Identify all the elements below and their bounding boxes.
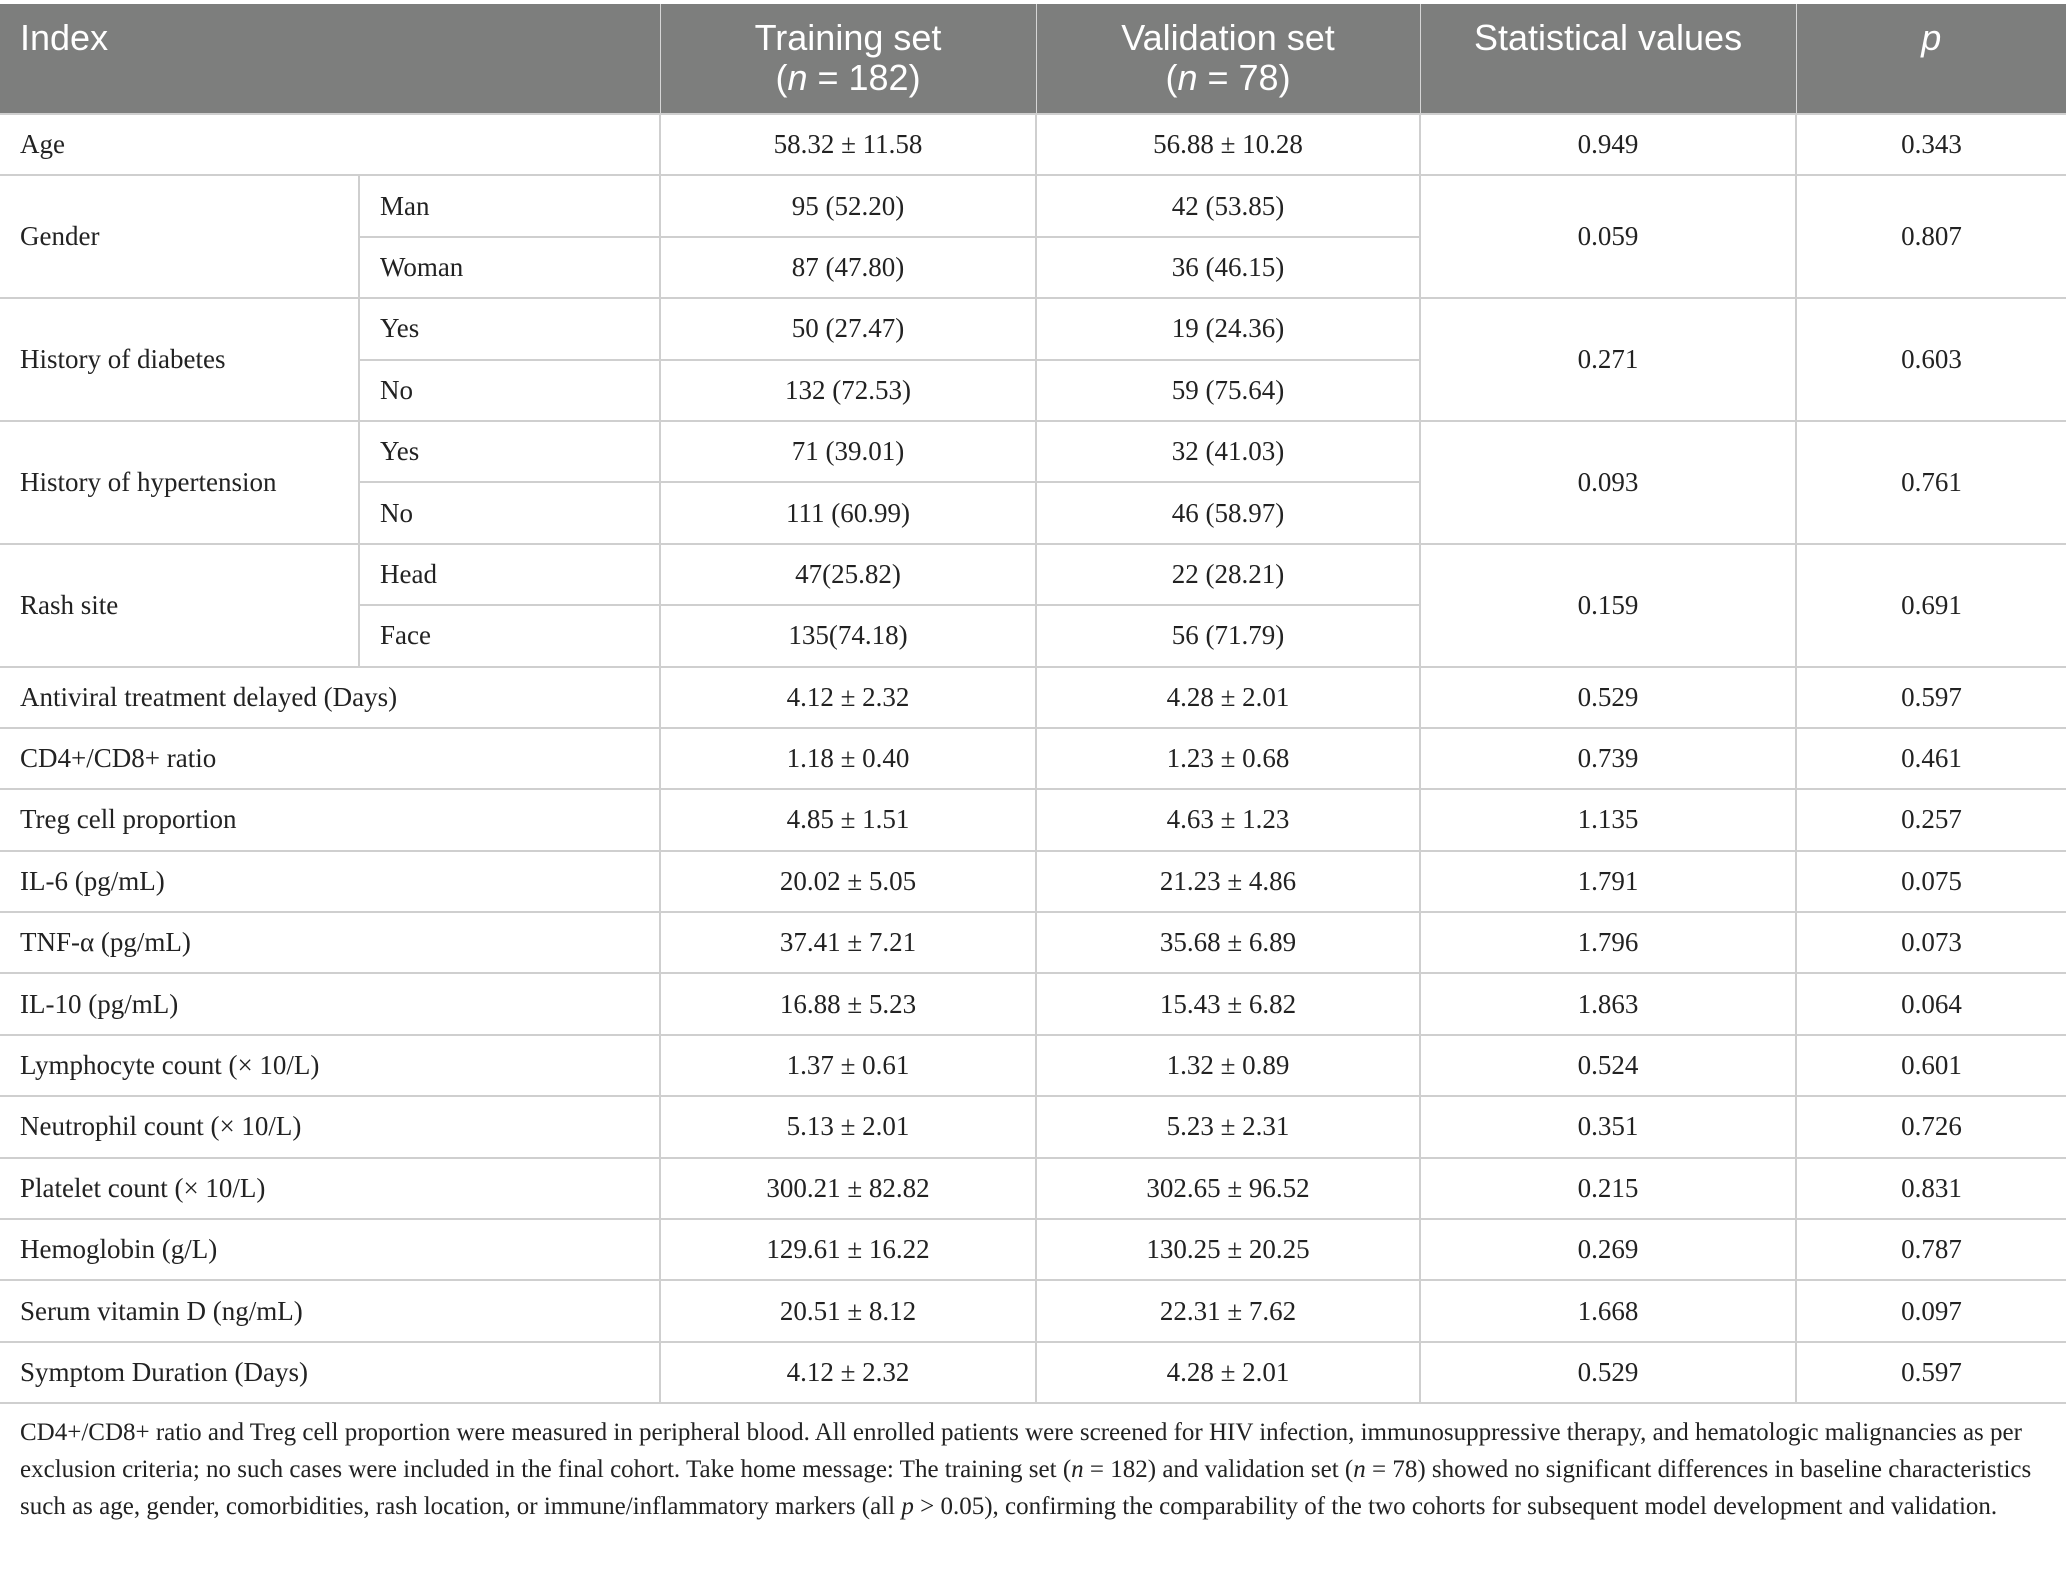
table-row	[0, 1342, 2066, 1403]
statistical-value: 0.529	[1420, 667, 1796, 728]
p-value: 0.831	[1796, 1158, 2066, 1219]
row-sub-label: Yes	[359, 298, 660, 359]
statistical-value: 1.791	[1420, 851, 1796, 912]
row-index-label: Antiviral treatment delayed (Days)	[0, 667, 660, 728]
header-validation-n	[1038, 58, 1419, 98]
row-index-label: Treg cell proportion	[0, 789, 660, 850]
training-value: 5.13 ± 2.01	[660, 1096, 1036, 1157]
p-value: 0.097	[1796, 1280, 2066, 1341]
statistical-value: 1.796	[1420, 912, 1796, 973]
p-value: 0.075	[1796, 851, 2066, 912]
statistical-value: 1.135	[1420, 789, 1796, 850]
validation-value: 46 (58.97)	[1036, 482, 1420, 543]
table-row	[0, 851, 2066, 912]
p-value: 0.787	[1796, 1219, 2066, 1280]
validation-value: 5.23 ± 2.31	[1036, 1096, 1420, 1157]
table-row	[0, 728, 2066, 789]
training-value: 37.41 ± 7.21	[660, 912, 1036, 973]
table-row	[0, 544, 2066, 605]
row-index-label: Hemoglobin (g/L)	[0, 1219, 660, 1280]
row-index-label: Symptom Duration (Days)	[0, 1342, 660, 1403]
training-value: 111 (60.99)	[660, 482, 1036, 543]
table-header-row	[0, 4, 2066, 114]
row-sub-label: Face	[359, 605, 660, 666]
statistical-value: 0.529	[1420, 1342, 1796, 1403]
header-index: Index	[0, 4, 660, 114]
validation-value: 4.28 ± 2.01	[1036, 667, 1420, 728]
row-index-label: IL-6 (pg/mL)	[0, 851, 660, 912]
row-sub-label: Head	[359, 544, 660, 605]
statistical-value: 0.215	[1420, 1158, 1796, 1219]
row-index-label: Rash site	[0, 544, 359, 667]
row-index-label: CD4+/CD8+ ratio	[0, 728, 660, 789]
row-index-label: Serum vitamin D (ng/mL)	[0, 1280, 660, 1341]
p-value: 0.601	[1796, 1035, 2066, 1096]
validation-value: 22.31 ± 7.62	[1036, 1280, 1420, 1341]
p-value: 0.257	[1796, 789, 2066, 850]
training-value: 129.61 ± 16.22	[660, 1219, 1036, 1280]
training-value: 58.32 ± 11.58	[660, 114, 1036, 175]
statistical-value: 0.159	[1420, 544, 1796, 667]
row-index-label: IL-10 (pg/mL)	[0, 973, 660, 1034]
baseline-characteristics-table	[0, 4, 2066, 1404]
row-sub-label: Man	[359, 175, 660, 236]
row-sub-label: No	[359, 360, 660, 421]
table-row	[0, 667, 2066, 728]
validation-value: 1.23 ± 0.68	[1036, 728, 1420, 789]
p-value: 0.597	[1796, 1342, 2066, 1403]
footnote-text-4: > 0.05), confirming the comparability of the two cohorts for subsequent model development and validation.	[913, 1493, 1998, 1520]
training-value: 132 (72.53)	[660, 360, 1036, 421]
validation-value: 36 (46.15)	[1036, 237, 1420, 298]
table-footnote	[20, 1414, 2040, 1525]
header-training-set	[660, 4, 1036, 114]
footnote-text-2: = 182) and validation set (	[1083, 1456, 1354, 1483]
header-training-label: Training set	[754, 17, 942, 58]
statistical-value: 1.668	[1420, 1280, 1796, 1341]
table-row	[0, 1158, 2066, 1219]
table-row	[0, 298, 2066, 359]
training-value: 16.88 ± 5.23	[660, 973, 1036, 1034]
table-row	[0, 114, 2066, 175]
table-row	[0, 1219, 2066, 1280]
header-statistical-values: Statistical values	[1420, 4, 1796, 114]
table-row	[0, 1035, 2066, 1096]
statistical-value: 0.739	[1420, 728, 1796, 789]
footnote-text-1: CD4+/CD8+ ratio and Treg cell proportion were measured in peripheral blood. All enrolled patients were screened for HIV infection, immunosuppressive therapy, and hematologic malignancies as per exclusion criteria; no such cases were included in the final cohort. Take home message: The training set (	[20, 1419, 2022, 1483]
training-value: 4.85 ± 1.51	[660, 789, 1036, 850]
footnote-text-3: = 78) showed no significant differences in baseline characteristics such as age, gender, comorbidities, rash location, or immune/inflammatory markers (all	[20, 1456, 2032, 1520]
training-value: 1.37 ± 0.61	[660, 1035, 1036, 1096]
statistical-value: 0.949	[1420, 114, 1796, 175]
row-sub-label: Yes	[359, 421, 660, 482]
table-row	[0, 1096, 2066, 1157]
row-sub-label: No	[359, 482, 660, 543]
p-value: 0.761	[1796, 421, 2066, 544]
validation-value: 56.88 ± 10.28	[1036, 114, 1420, 175]
training-value: 20.51 ± 8.12	[660, 1280, 1036, 1341]
training-value: 87 (47.80)	[660, 237, 1036, 298]
training-value: 71 (39.01)	[660, 421, 1036, 482]
training-value: 300.21 ± 82.82	[660, 1158, 1036, 1219]
p-value: 0.726	[1796, 1096, 2066, 1157]
p-value: 0.691	[1796, 544, 2066, 667]
header-validation-n-prefix: (	[1165, 57, 1178, 98]
table-row	[0, 973, 2066, 1034]
row-index-label: TNF-α (pg/mL)	[0, 912, 660, 973]
training-value: 20.02 ± 5.05	[660, 851, 1036, 912]
footnote-n-var-2: n	[1353, 1456, 1366, 1483]
header-training-n	[662, 58, 1035, 98]
p-value: 0.064	[1796, 973, 2066, 1034]
validation-value: 4.28 ± 2.01	[1036, 1342, 1420, 1403]
p-value: 0.603	[1796, 298, 2066, 421]
p-value: 0.807	[1796, 175, 2066, 298]
header-validation-label: Validation set	[1121, 17, 1335, 58]
row-index-label: History of diabetes	[0, 298, 359, 421]
validation-value: 1.32 ± 0.89	[1036, 1035, 1420, 1096]
validation-value: 22 (28.21)	[1036, 544, 1420, 605]
header-validation-set	[1036, 4, 1420, 114]
statistical-value: 1.863	[1420, 973, 1796, 1034]
p-value: 0.461	[1796, 728, 2066, 789]
row-index-label: Gender	[0, 175, 359, 298]
header-p-value: p	[1796, 4, 2066, 114]
training-value: 4.12 ± 2.32	[660, 667, 1036, 728]
validation-value: 15.43 ± 6.82	[1036, 973, 1420, 1034]
footnote-n-var-1: n	[1071, 1456, 1084, 1483]
row-index-label: History of hypertension	[0, 421, 359, 544]
statistical-value: 0.093	[1420, 421, 1796, 544]
header-validation-n-rest: = 78)	[1197, 57, 1291, 98]
row-index-label: Neutrophil count (× 10/L)	[0, 1096, 660, 1157]
validation-value: 130.25 ± 20.25	[1036, 1219, 1420, 1280]
training-value: 50 (27.47)	[660, 298, 1036, 359]
statistical-value: 0.059	[1420, 175, 1796, 298]
header-training-n-var: n	[787, 57, 808, 98]
table-container	[0, 4, 2066, 1404]
validation-value: 19 (24.36)	[1036, 298, 1420, 359]
table-row	[0, 421, 2066, 482]
p-value: 0.073	[1796, 912, 2066, 973]
validation-value: 302.65 ± 96.52	[1036, 1158, 1420, 1219]
statistical-value: 0.271	[1420, 298, 1796, 421]
statistical-value: 0.524	[1420, 1035, 1796, 1096]
training-value: 4.12 ± 2.32	[660, 1342, 1036, 1403]
training-value: 47(25.82)	[660, 544, 1036, 605]
statistical-value: 0.351	[1420, 1096, 1796, 1157]
validation-value: 56 (71.79)	[1036, 605, 1420, 666]
p-value: 0.597	[1796, 667, 2066, 728]
header-training-n-prefix: (	[775, 57, 788, 98]
table-row	[0, 1280, 2066, 1341]
table-row	[0, 175, 2066, 236]
row-sub-label: Woman	[359, 237, 660, 298]
training-value: 1.18 ± 0.40	[660, 728, 1036, 789]
row-index-label: Age	[0, 114, 660, 175]
footnote-p-var: p	[901, 1493, 914, 1520]
p-value: 0.343	[1796, 114, 2066, 175]
training-value: 95 (52.20)	[660, 175, 1036, 236]
statistical-value: 0.269	[1420, 1219, 1796, 1280]
validation-value: 35.68 ± 6.89	[1036, 912, 1420, 973]
training-value: 135(74.18)	[660, 605, 1036, 666]
validation-value: 59 (75.64)	[1036, 360, 1420, 421]
table-row	[0, 789, 2066, 850]
row-index-label: Lymphocyte count (× 10/L)	[0, 1035, 660, 1096]
row-index-label: Platelet count (× 10/L)	[0, 1158, 660, 1219]
validation-value: 21.23 ± 4.86	[1036, 851, 1420, 912]
header-validation-n-var: n	[1177, 57, 1198, 98]
validation-value: 32 (41.03)	[1036, 421, 1420, 482]
validation-value: 4.63 ± 1.23	[1036, 789, 1420, 850]
validation-value: 42 (53.85)	[1036, 175, 1420, 236]
table-row	[0, 912, 2066, 973]
header-training-n-rest: = 182)	[807, 57, 921, 98]
